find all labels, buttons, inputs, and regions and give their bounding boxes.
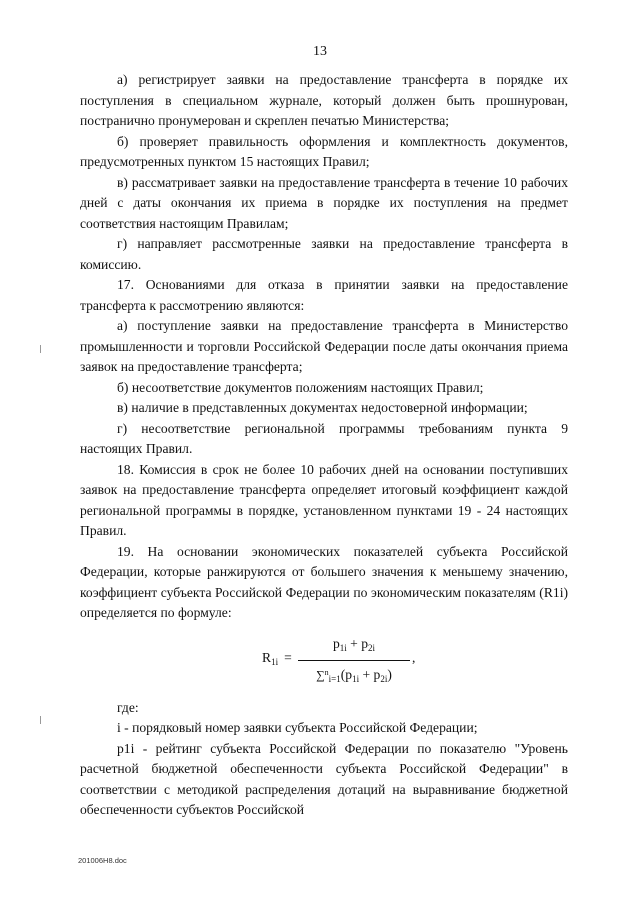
document-body [80,70,568,821]
formula-fraction [298,634,410,690]
formula [80,624,568,698]
footer-filename: 201006H8.doc [78,856,127,865]
page-number: 13 [313,44,327,59]
margin-mark [40,345,41,353]
paragraph: в) наличие в представленных документах недостоверной информации; [117,400,528,415]
formula-numerator: $p_{1i} + p_{2i}$ [298,634,410,662]
paragraph: i - порядковый номер заявки субъекта Российской Федерации; [117,720,478,735]
paragraph: 18. Комиссия в срок не более 10 рабочих дней на основании поступивших заявок на предоставление трансферта определяет итоговый коэффициент каждой региональной программы в порядке, установленном пунктами 19 - 24 настоящих Правил. [80,461,568,538]
formula-lhs: $R_{1i}$ = [262,649,292,667]
formula-comma: , [412,649,416,665]
paragraph: в) рассматривает заявки на предоставление трансферта в течение 10 рабочих дней с даты окончания их приема в порядке их поступления на предмет соответствия настоящим Правилам; [80,174,568,231]
paragraph: а) поступление заявки на предоставление трансферта в Министерство промышленности и торговли Российской Федерации после даты окончания приема заявок на предоставление трансферта; [80,318,568,374]
paragraph: где: [117,699,139,715]
paragraph: г) несоответствие региональной программы требованиям пункта 9 настоящих Правил. [80,420,568,456]
margin-mark [40,716,41,724]
paragraph: а) регистрирует заявки на предоставление трансферта в порядке их поступления в специальном журнале, который должен быть прошнурован, постранично пронумерован и скреплен печатью Министерства; [80,72,568,128]
paragraph: 17. Основаниями для отказа в принятии заявки на предоставление трансферта к рассмотрению являются: [80,277,568,313]
paragraph: 19. На основании экономических показателей субъекта Российской Федерации, которые ранжируются от большего значения к меньшему значению, коэффициент субъекта Российской Федерации по экономическим показателям (R1i) определяется по формуле: [80,543,568,620]
paragraph: б) несоответствие документов положениям настоящих Правил; [117,379,484,395]
formula-denominator: $\sum^n_{i=1}(p_{1i} + p_{2i})$ [316,667,392,684]
paragraph: г) направляет рассмотренные заявки на предоставление трансферта в комиссию. [80,236,568,272]
paragraph: б) проверяет правильность оформления и комплектность документов, предусмотренных пунктом 15 настоящих Правил; [80,133,568,169]
paragraph: p1i - рейтинг субъекта Российской Федерации по показателю "Уровень расчетной бюджетной обеспеченности субъекта Российской Федерации" в соответствии с методикой распределения дотаций на выравнивание бюджетной обеспеченности субъектов Российской [80,740,568,817]
